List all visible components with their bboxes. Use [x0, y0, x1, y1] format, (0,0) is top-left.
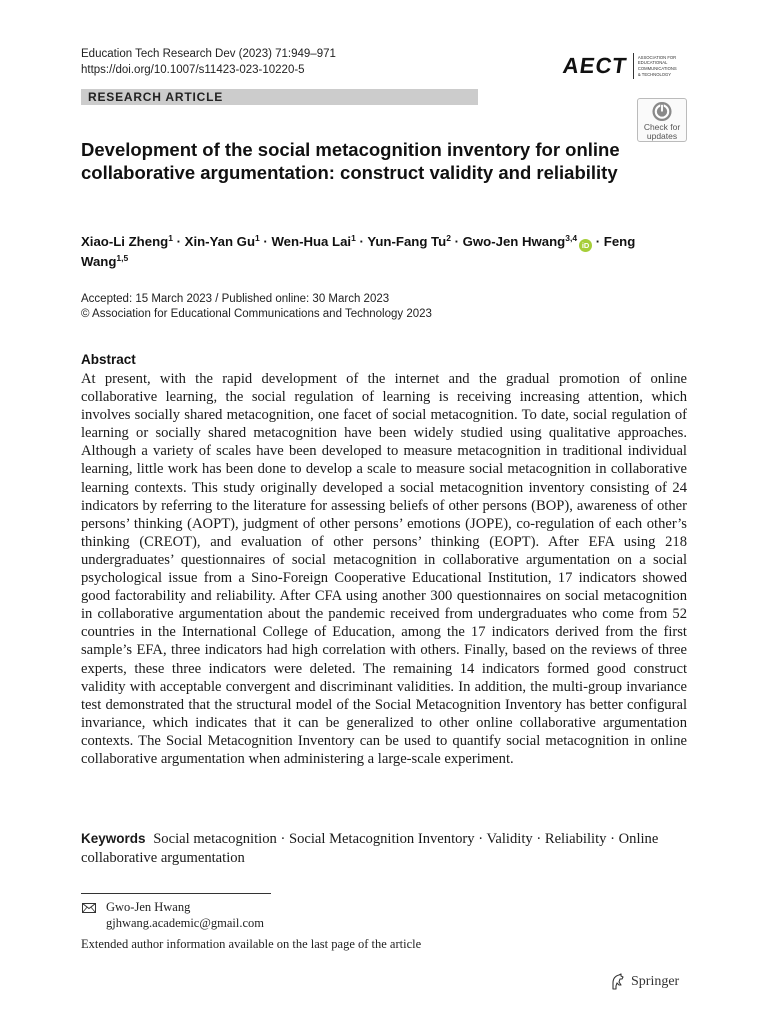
springer-logo: [610, 973, 679, 991]
doi-link[interactable]: https://doi.org/10.1007/s11423-023-10220-5: [81, 64, 305, 76]
check-updates-line1: Check for: [643, 122, 681, 132]
envelope-icon: [82, 903, 96, 913]
author-affiliation: 3,4: [565, 233, 578, 243]
corresponding-author-name: Gwo-Jen Hwang: [106, 900, 191, 914]
logo-divider: [633, 53, 634, 79]
abstract-heading: Abstract: [81, 352, 136, 367]
springer-horse-icon: [610, 973, 626, 991]
author-affiliation: 1,5: [116, 253, 129, 263]
author-name[interactable]: Xiao-Li Zheng: [81, 234, 169, 249]
article-type-bar: [81, 89, 478, 105]
footnote-divider: [81, 893, 271, 894]
author-affiliation: 2: [446, 233, 451, 243]
abstract-body: At present, with the rapid development of the internet and the gradual promotion of online collaborative learning, the social regulation of learning is receiving increasing attention, which involves socially shared metacognition, one facet of social metacognition. To date, social regulation of learning or socially shared metacognition have been widely studied using qualitative approaches. Although a variety of scales have been developed to measure metacognition in traditional individual learning, little work has been done to develop a scale to measure social metacognition in collaborative learning contexts. This study originally developed a social metacognition inventory consisting of 24 indicators by referring to the literature for assessing beliefs of other persons (BOP), awareness of other persons’ thinking (AOPT), judgment of other persons’ emotions (JOPE), co-regulation of each other’s thinking (CREOT), and evaluation of other persons’ thinking (EOPT). After EFA using 218 undergraduates’ questionnaires of social metacognition in collaborative argumentation on a social psychological issue from a Sino-Foreign Cooperative Educational Institution, 17 indicators showed good factorability and reliability. After CFA using another 300 questionnaires on social metacognition in collaborative argumentation about the pandemic received from undergraduates who come from 52 countries in the International College of Education, among the 17 indicators derived from the first sample’s EFA, three indicators had high correlation with others. Finally, based on the reviews of three experts, these three indicators were deleted. The remaining 14 indicators formed good construct validity with acceptable convergent and discriminant validities. In addition, the multi-group invariance test demonstrated that the structural model of the Social Metacognition Inventory has better configural invariance, which indicates that it can be generalized to other online collaborative argumentation contexts. The Social Metacognition Inventory can be used to quantify social metacognition in online collaborative argumentation when administering a large-scale experiment.: [81, 371, 687, 767]
author-list: Xiao-Li Zheng$^1$ · Xin-Yan $Gu^1 \cdot Wen-Hua$ Lai$^1$ · Yun-Fang $Tu^2 \cdot Gwo-Jen$ Hwang$^{3,4}$iD · Feng Wang$^{1,5}$: [81, 233, 636, 269]
orcid-icon[interactable]: iD: [579, 239, 592, 252]
accepted-published-dates: Accepted: 15 March 2023 / Published online: 30 March 2023: [81, 293, 390, 305]
keywords-text: Social metacognition · Social Metacognition Inventory · Validity · Reliability · Online collaborative argumentation: [81, 831, 659, 866]
check-for-updates-badge[interactable]: [637, 98, 687, 142]
check-updates-line2: updates: [646, 131, 678, 141]
aect-logo-subtext: ASSOCIATION FOR EDUCATIONAL COMMUNICATIONS & TECHNOLOGY: [637, 54, 677, 77]
keywords-label: Keywords: [81, 831, 146, 846]
publication-dates: [81, 292, 432, 322]
author-affiliation: 1: [168, 233, 173, 243]
author-affiliation: 1: [351, 233, 356, 243]
author-name[interactable]: Gwo-Jen Hwang: [462, 234, 566, 249]
corresponding-author-email[interactable]: gjhwang.academic@gmail.com: [106, 916, 264, 930]
keywords-section: [81, 829, 687, 868]
springer-wordmark: Springer: [631, 974, 680, 989]
author-name[interactable]: Wen-Hua Lai: [271, 234, 352, 249]
article-title: Development of the social metacognition inventory for online collaborative argumentation: construct validity and reliability: [81, 139, 620, 183]
aect-logo: [563, 50, 693, 82]
extended-author-info: Extended author information available on the last page of the article: [81, 937, 422, 951]
copyright-notice: © Association for Educational Communications and Technology 2023: [81, 308, 432, 320]
author-affiliation: 1: [255, 233, 260, 243]
aect-logo-wordmark: AECT: [561, 53, 629, 78]
article-type-label: RESEARCH ARTICLE: [88, 90, 224, 104]
author-name[interactable]: Feng Wang: [81, 234, 636, 269]
journal-citation: Education Tech Research Dev (2023) 71:949–971: [81, 48, 336, 60]
author-name[interactable]: Yun-Fang Tu: [367, 234, 447, 249]
author-name[interactable]: Xin-Yan Gu: [184, 234, 255, 249]
check-updates-icon: [651, 101, 673, 122]
